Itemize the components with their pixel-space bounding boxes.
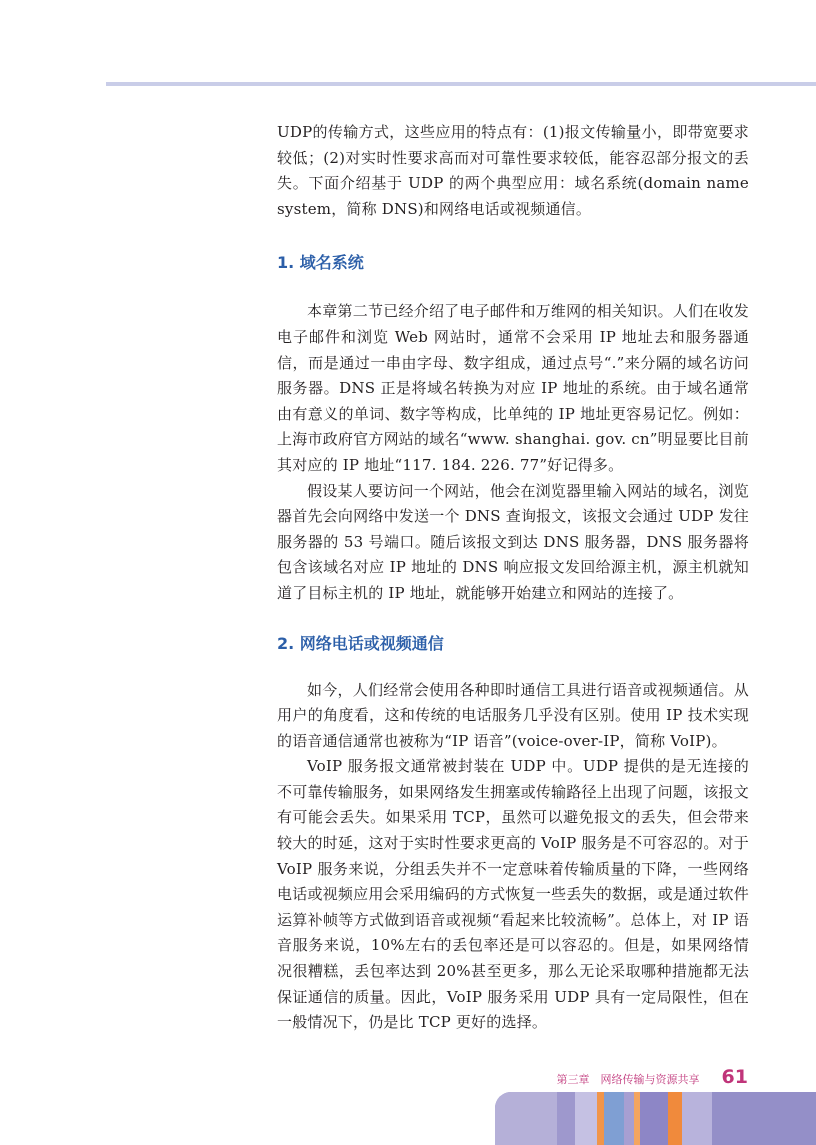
stripe-11 [712, 1092, 816, 1145]
page-number: 61 [721, 1066, 748, 1088]
dns-paragraph-1: 本章第二节已经介绍了电子邮件和万维网的相关知识。人们在收发电子邮件和浏览 Web 网站时，通常不会采用 IP 地址去和服务器通信，而是通过一串由字母、数字组成，通过点号“.”来分隔的域名访问服务器。DNS 正是将域名转换为对应 IP 地址的系统。由于域名通常由有意义的单词、数字等构成，比单纯的 IP 地址更容易记忆。例如：上海市政府官方网站的域名“www. shanghai. gov. cn”明显要比目前其对应的 IP 地址“117. 184. 226. 77”好记得多。 [277, 302, 749, 474]
stripe-10 [682, 1092, 712, 1145]
stripe-9 [668, 1092, 682, 1145]
page-footer [557, 1066, 748, 1088]
stripe-6 [624, 1092, 634, 1145]
section-heading-voip: 2. 网络电话或视频通信 [277, 633, 444, 653]
dns-paragraph-2: 假设某人要访问一个网站，他会在浏览器里输入网站的域名，浏览器首先会向网络中发送一个 DNS 查询报文，该报文会通过 UDP 发往服务器的 53 号端口。随后该报文到达 DNS 服务器，DNS 服务器将包含该域名对应 IP 地址的 DNS 响应报文发回给源主机，源主机就知道了目标主机的 IP 地址，就能够开始建立和网站的连接了。 [277, 481, 749, 602]
voip-paragraph-1: 如今，人们经常会使用各种即时通信工具进行语音或视频通信。从用户的角度看，这和传统的电话服务几乎没有区别。使用 IP 技术实现的语音通信通常也被称为“IP 语音”(voice-over-IP，简称 VoIP)。 [277, 680, 749, 750]
stripe-4 [597, 1092, 604, 1145]
decorative-stripes [495, 1092, 816, 1145]
stripe-2 [557, 1092, 575, 1145]
stripe-8 [640, 1092, 668, 1145]
stripe-1 [495, 1092, 557, 1145]
header-rule [106, 82, 816, 86]
section-heading-dns: 1. 域名系统 [277, 253, 364, 273]
footer-chapter-title: 第三章 网络传输与资源共享 [556, 1073, 700, 1086]
voip-paragraph-2: VoIP 服务报文通常被封装在 UDP 中。UDP 提供的是无连接的不可靠传输服务，如果网络发生拥塞或传输路径上出现了问题，该报文有可能会丢失。如果采用 TCP，虽然可以避免报文的丢失，但会带来较大的时延，这对于实时性要求更高的 VoIP 服务是不可容忍的。对于 VoIP 服务来说，分组丢失并不一定意味着传输质量的下降，一些网络电话或视频应用会采用编码的方式恢复一些丢失的数据，或是通过软件运算补帧等方式做到语音或视频“看起来比较流畅”。总体上，对 IP 语音服务来说，10%左右的丢包率还是可以容忍的。但是，如果网络情况很糟糕，丢包率达到 20%甚至更多，那么无论采取哪种措施都无法保证通信的质量。因此，VoIP 服务采用 UDP 具有一定局限性，但在一般情况下，仍是比 TCP 更好的选择。 [277, 757, 749, 1032]
intro-paragraph: UDP的传输方式，这些应用的特点有：(1)报文传输量小，即带宽要求较低；(2)对实时性要求高而对可靠性要求较低，能容忍部分报文的丢失。下面介绍基于 UDP 的两个典型应用：域名系统(domain name system，简称 DNS)和网络电话或视频通信。 [277, 123, 749, 218]
page-content [277, 120, 749, 1036]
stripe-5 [604, 1092, 624, 1145]
stripe-3 [575, 1092, 597, 1145]
